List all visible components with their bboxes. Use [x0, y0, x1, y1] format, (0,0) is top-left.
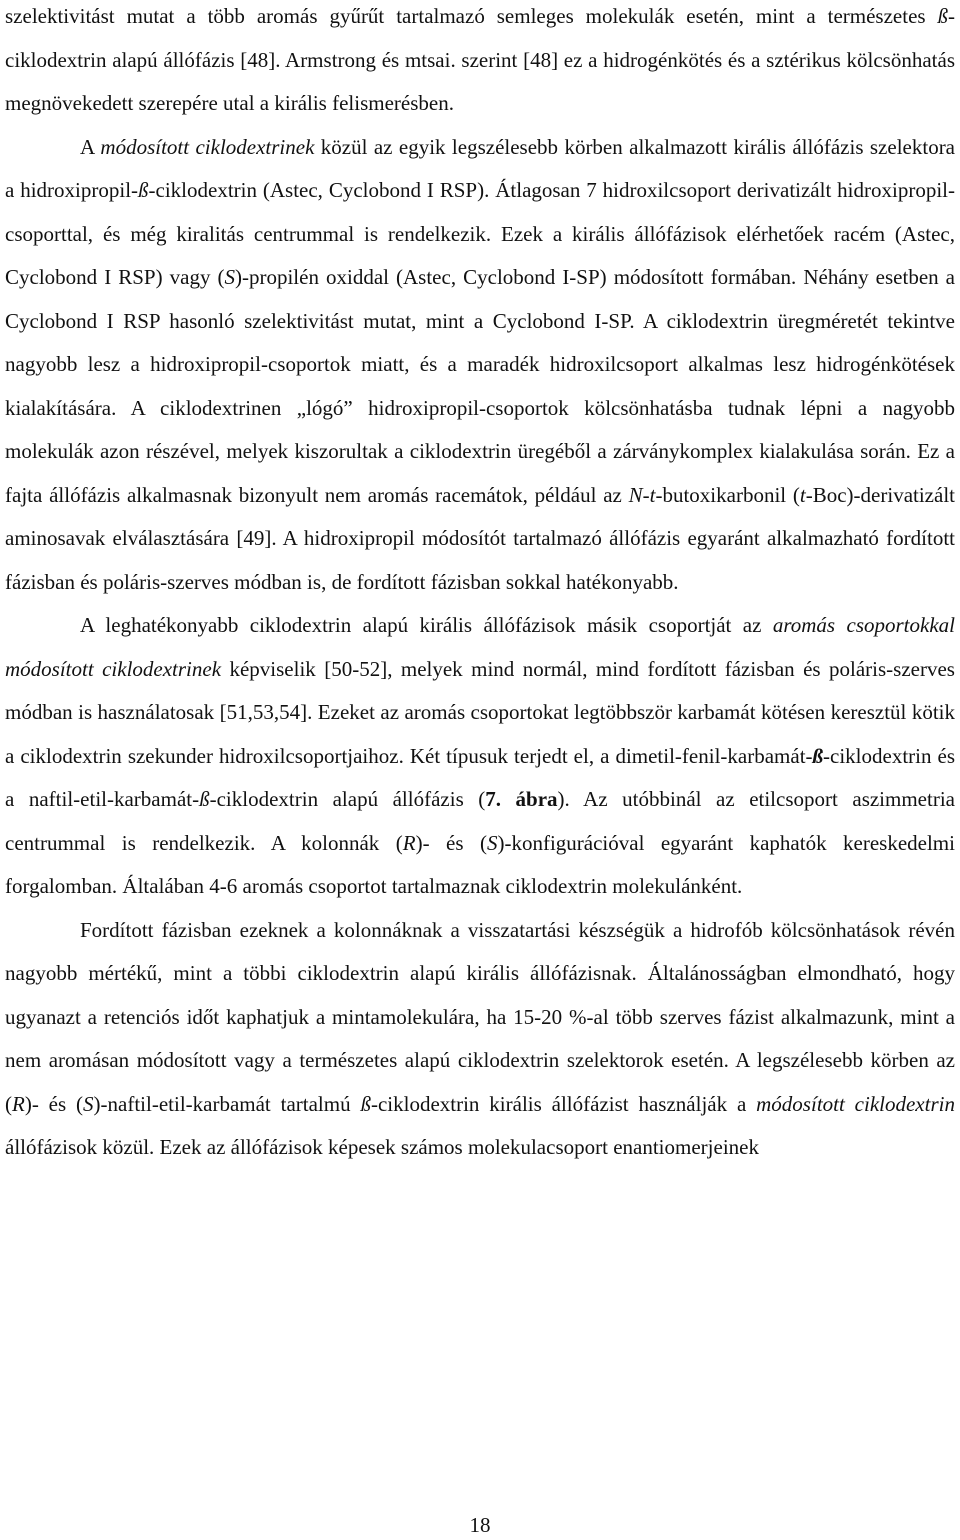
- text-run: -ciklodextrin és a naftil-etil-karbamát-: [5, 743, 956, 811]
- text-run: )-naftil-etil-karbamát tartalmú: [93, 1091, 361, 1116]
- paragraph: [5, 604, 955, 909]
- italic-text-run: módosított ciklodextrinek: [100, 134, 315, 159]
- text-run: )-propilén oxiddal (Astec, Cyclobond I-SP) módosított formában. Néhány esetben a Cyclobond I RSP hasonló szelektivitást mutat, mint a Cyclobond I-SP. A ciklodextrin üregméretét tekintve nagyobb lesz a hidroxipropil-csoportok miatt, és a maradék hidroxilcsoport alkalmas lesz hidrogénkötések kialakítására. A ciklodextrinen „lógó” hidroxipropil-csoportok kölcsönhatásba tudnak lépni a nagyobb molekulák azon részével, melyek kiszorultak a ciklodextrin üregéből a zárványkomplex kialakulása során. Ez a fajta állófázis alkalmasnak bizonyult nem aromás racemátok, például az: [5, 265, 956, 507]
- text-run: -ciklodextrin (Astec, Cyclobond I RSP). Átlagosan 7 hidroxilcsoport derivatizált hidroxipropil-csoporttal, és még kiralitás centrummal is rendelkezik. Ezek a királis állófázisok elérhetőek racém (Astec, Cyclobond I RSP) vagy (: [5, 178, 955, 289]
- text-run: Fordított fázisban ezeknek a kolonnáknak a visszatartási készségük a hidrofób kölcsönhatások révén nagyobb mértékű, mint a többi ciklodextrin alapú királis állófázisnak. Általánosságban elmondható, hogy ugyanazt a retenciós időt kaphatjuk a mintamolekulára, ha 15-20 %-al több szerves fázist alkalmazunk, mint a nem aromásan módosított vagy a természetes alapú ciklodextrin szelektorok esetén. A legszélesebb körben az (: [5, 917, 955, 1116]
- italic-text-run: R: [12, 1091, 25, 1116]
- text-run: -ciklodextrin királis állófázist használják a: [370, 1091, 757, 1116]
- text-run: -Boc)-derivatizált aminosavak elválasztására [49]. A hidroxipropil módosítót tartalmazó állófázis egyaránt alkalmazható fordított fázisban és poláris-szerves módban is, de fordított fázisban sokkal hatékonyabb.: [5, 482, 955, 594]
- text-run: )- és (: [24, 1091, 84, 1116]
- italic-text-run: ß: [360, 1091, 371, 1116]
- document-page: [5, 0, 955, 1170]
- bold-text-run: 7. ábra: [485, 787, 558, 811]
- text-run: szelektivitást mutat a több aromás gyűrűt tartalmazó semleges molekulák esetén, mint a természetes: [5, 4, 938, 28]
- italic-text-run: N: [628, 482, 643, 507]
- italic-text-run: ß: [199, 787, 210, 811]
- text-run: állófázisok közül. Ezek az állófázisok képesek számos molekulacsoport enantiomerjeinek: [5, 1135, 759, 1159]
- page-number: 18: [469, 1513, 491, 1537]
- paragraph: [5, 126, 955, 605]
- italic-text-run: t: [799, 482, 806, 507]
- italic-text-run: R: [402, 830, 416, 855]
- italic-text-run: módosított ciklodextrin: [756, 1091, 955, 1116]
- italic-text-run: ß: [937, 4, 948, 28]
- paragraph: [5, 0, 955, 126]
- text-run: ). Az utóbbinál az etilcsoport aszimmetria centrummal is rendelkezik. A kolonnák (: [5, 787, 955, 855]
- text-run: -: [642, 482, 650, 507]
- italic-text-run: S: [83, 1091, 94, 1116]
- italic-text-run: ß: [138, 178, 149, 202]
- text-run: -ciklodextrin alapú állófázis [48]. Armstrong és mtsai. szerint [48] ez a hidrogénkötés és a sztérikus kölcsönhatás megnövekedett szerepére utal a királis felismerésben.: [5, 4, 955, 115]
- italic-text-run: ß: [812, 743, 824, 768]
- text-run: A: [80, 134, 101, 159]
- text-run: közül az egyik legszélesebb körben alkalmazott királis állófázis szelektora a hidroxipropil-: [5, 134, 956, 202]
- italic-text-run: S: [486, 830, 498, 855]
- text-run: )- és (: [415, 830, 487, 855]
- text-run: A leghatékonyabb ciklodextrin alapú királis állófázisok másik csoportját az: [80, 613, 773, 637]
- text-run: -ciklodextrin alapú állófázis (: [209, 787, 486, 811]
- text-run: )-konfigurációval egyaránt kaphatók kereskedelmi forgalomban. Általában 4-6 aromás csoportot tartalmaznak ciklodextrin molekulánként.: [5, 830, 955, 898]
- text-run: -butoxikarbonil (: [655, 482, 800, 507]
- italic-text-run: S: [224, 265, 235, 289]
- italic-text-run: aromás csoportokkal módosított ciklodextrinek: [5, 613, 955, 681]
- paragraph: [5, 909, 955, 1170]
- italic-text-run: t: [649, 482, 656, 507]
- text-run: képviselik [50-52], melyek mind normál, mind fordított fázisban és poláris-szerves módban is használatosak [51,53,54]. Ezeket az aromás csoportokat legtöbbször karbamát kötésen keresztül kötik a ciklodextrin szekunder hidroxilcsoportjaihoz. Két típusuk terjedt el, a dimetil-fenil-karbamát-: [5, 656, 955, 768]
